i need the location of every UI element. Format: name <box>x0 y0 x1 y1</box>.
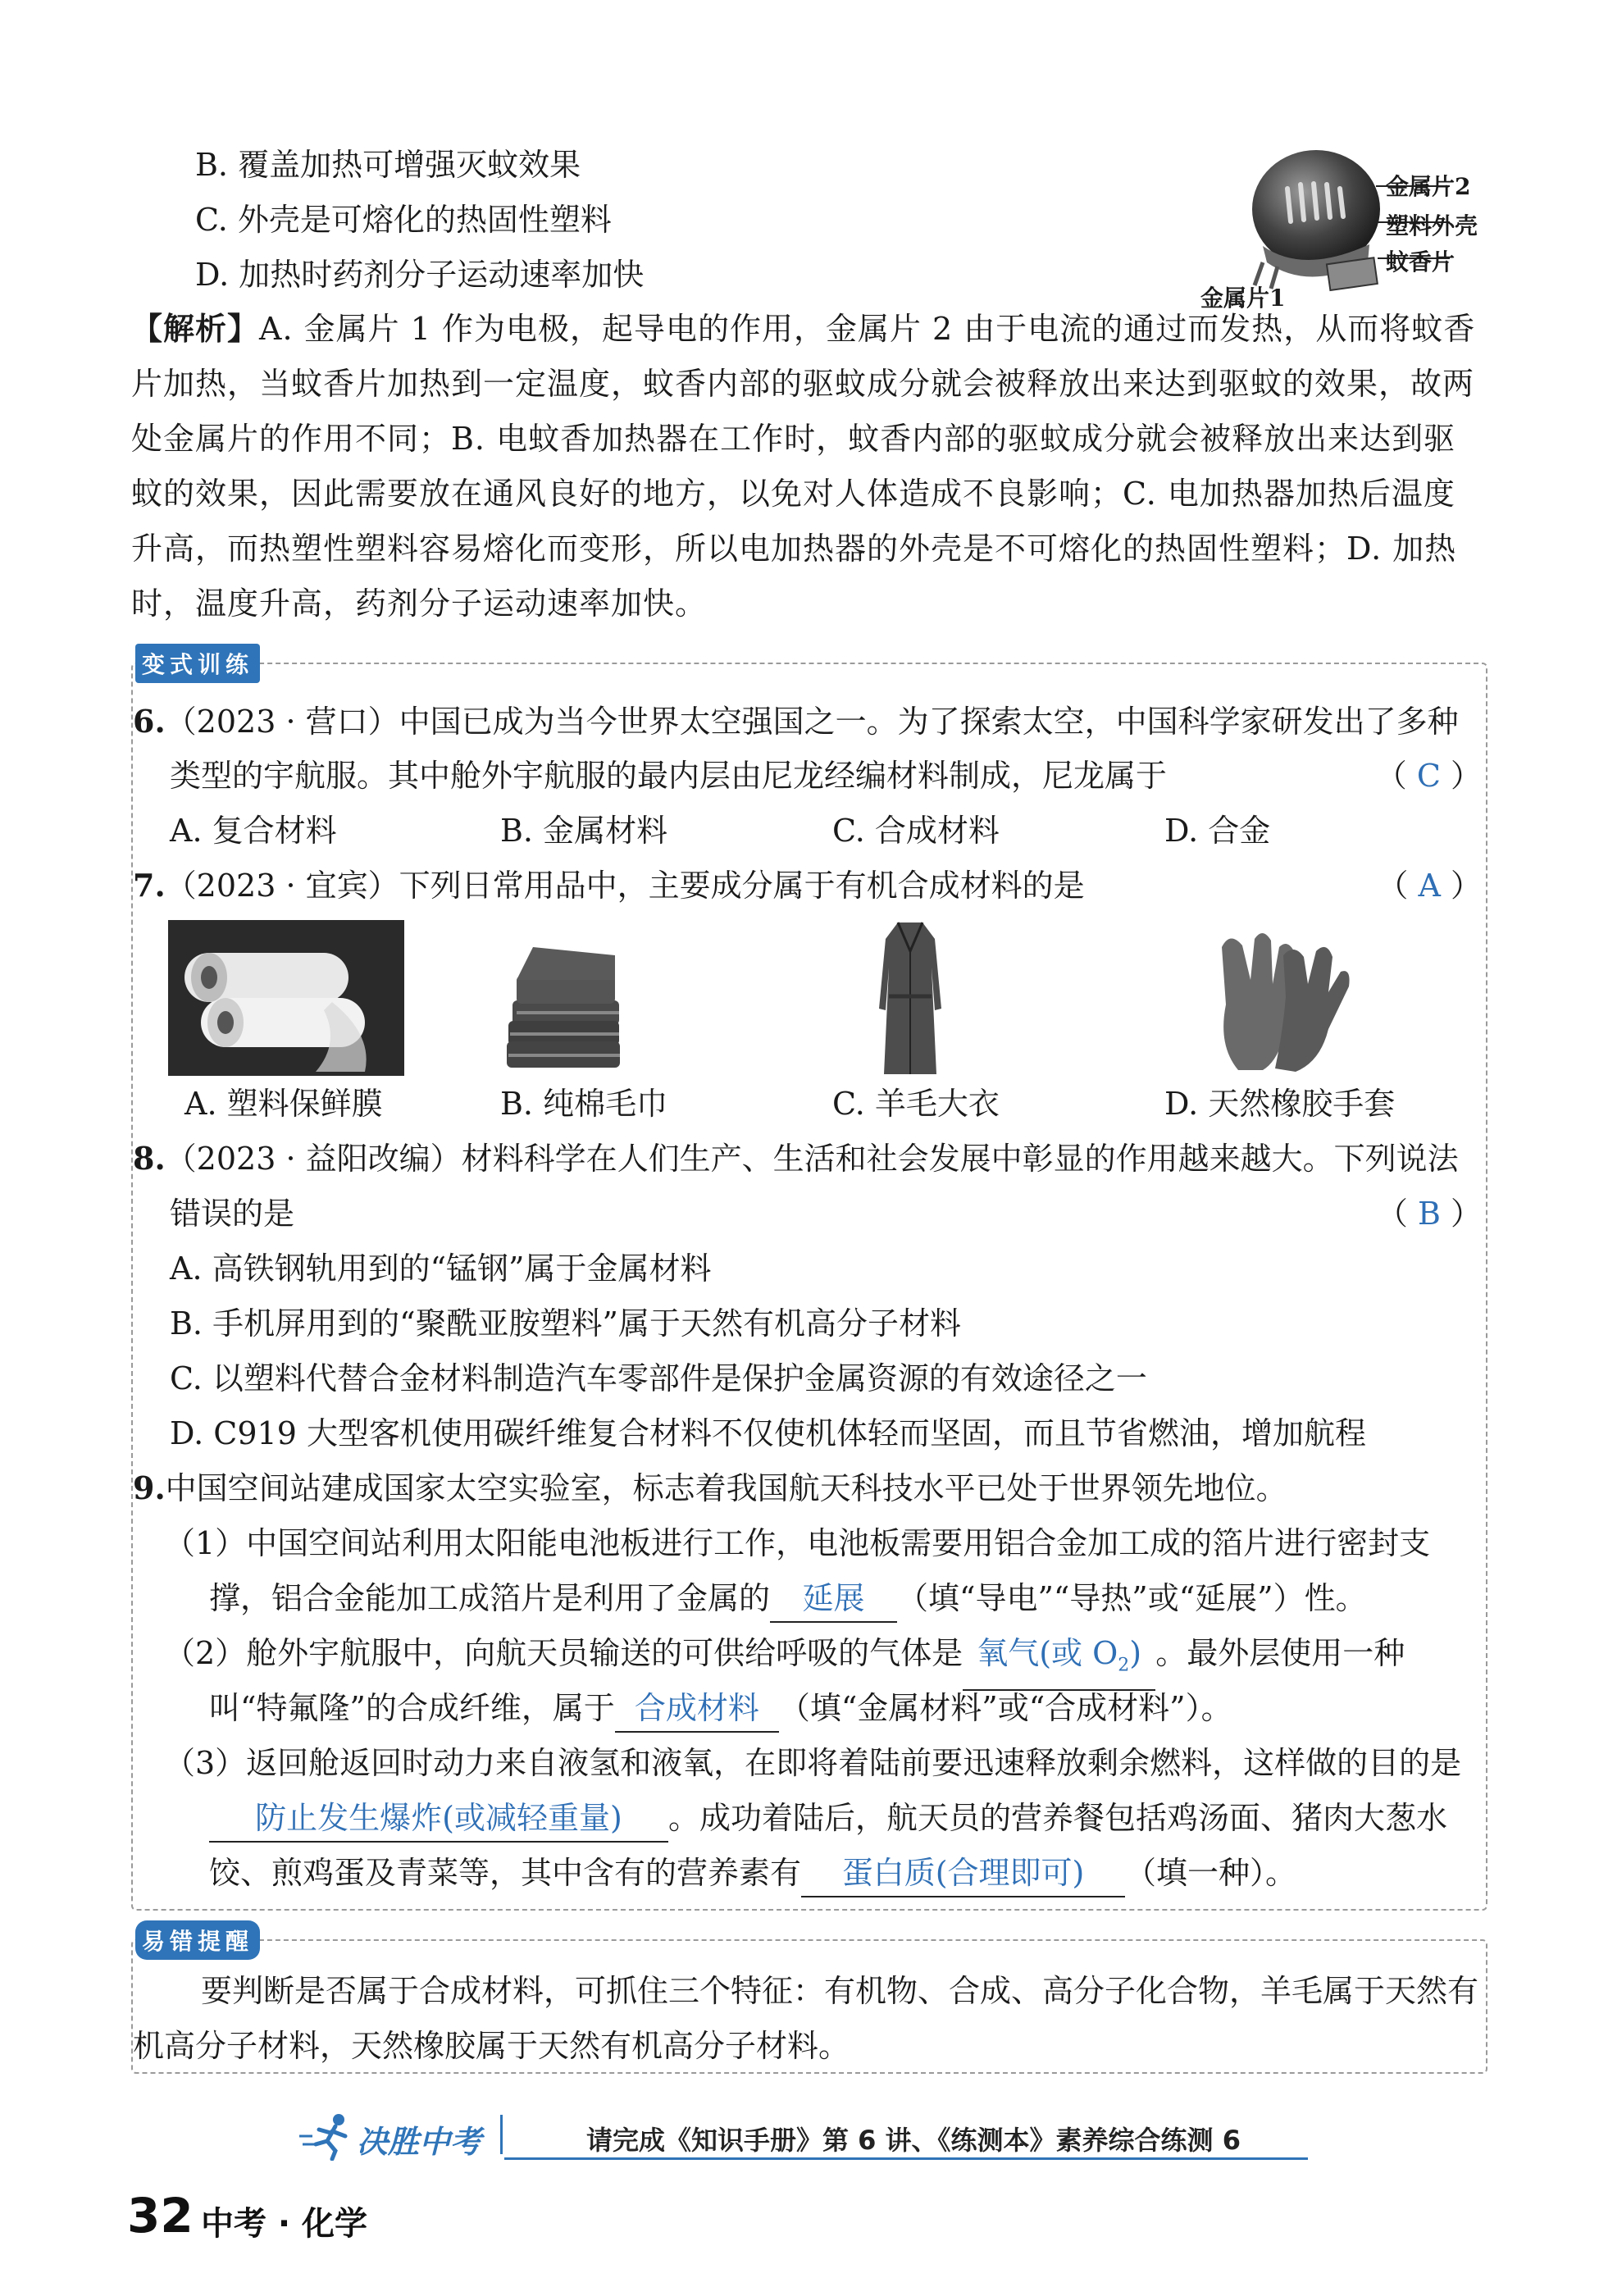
q6-option-c: C. 合成材料 <box>832 813 1000 849</box>
q5-option-b: B. 覆盖加热可增强灭蚊效果 <box>195 147 581 183</box>
q9-part1-line1: （1）中国空间站利用太阳能电池板进行工作，电池板需要用铝合金加工成的箔片进行密封支 <box>164 1525 1431 1561</box>
q7-caption-c: C. 羊毛大衣 <box>832 1086 1000 1122</box>
q8-option-c: C. 以塑料代替合金材料制造汽车零部件是保护金属资源的有效途径之一 <box>170 1360 1147 1396</box>
rubber-gloves-image <box>1205 922 1357 1074</box>
q9-part2-text-3: 叫“特氟隆”的合成纤维，属于 <box>209 1690 615 1726</box>
footer-banner <box>299 2112 1308 2161</box>
q8-text-2: 错误的是 <box>170 1196 295 1232</box>
q9-part3-answer-1: 防止发生爆炸(或减轻重量) <box>209 1795 668 1843</box>
q9-part1-text: 撑，铝合金能加工成箔片是利用了金属的 <box>209 1580 771 1616</box>
q6-line1 <box>133 699 1459 745</box>
q8-number: 8. <box>133 1140 166 1177</box>
q9-part2-line1 <box>164 1630 1405 1691</box>
runner-icon <box>299 2112 365 2161</box>
q9-part2-hint: （填“金属材料”或“合成材料”）。 <box>778 1690 1232 1726</box>
book-title: 中考 · 化学 <box>201 2205 368 2243</box>
q9-part3-text-2: 。成功着陆后，航天员的营养餐包括鸡汤面、猪肉大葱水 <box>668 1800 1448 1836</box>
label-mosquito-pad: 蚊香片 <box>1386 248 1456 276</box>
q6-number: 6. <box>133 703 166 740</box>
q9-stem: 中国空间站建成国家太空实验室，标志着我国航天科技水平已处于世界领先地位。 <box>165 1470 1287 1506</box>
q8-line1 <box>133 1136 1459 1182</box>
q9-stem-line <box>133 1465 1287 1511</box>
q7-text: （2023 · 宜宾）下列日常用品中，主要成分属于有机合成材料的是 <box>165 868 1085 904</box>
tip-line1: 要判断是否属于合成材料，可抓住三个特征：有机物、合成、高分子化合物，羊毛属于天然有 <box>201 1973 1479 2009</box>
q9-part1-line2 <box>209 1575 1367 1623</box>
label-metal-sheet-2: 金属片2 <box>1386 173 1471 200</box>
q7-line <box>133 863 1482 909</box>
cotton-towel-image <box>500 922 623 1074</box>
practice-section-tag: 变式训练 <box>135 644 260 683</box>
tip-line2: 机高分子材料，天然橡胶属于天然有机高分子材料。 <box>133 2028 850 2064</box>
footer-logo-text: 决胜中考 <box>357 2124 482 2160</box>
q8-answer-paren: （ B ） <box>1376 1196 1482 1232</box>
page-number: 32 <box>127 2188 194 2244</box>
plastic-wrap-image <box>168 920 404 1076</box>
q7-number: 7. <box>133 867 166 904</box>
q6-answer-paren: （ C ） <box>1375 758 1482 794</box>
q7-answer-paren: （ A ） <box>1377 868 1482 904</box>
q9-part3-line1: （3）返回舱返回时动力来自液氢和液氧，在即将着陆前要迅速释放剩余燃料，这样做的目的是 <box>164 1745 1462 1781</box>
tip-section-tag: 易错提醒 <box>135 1920 260 1960</box>
q9-part3-text-3: 饺、煎鸡蛋及青菜等，其中含有的营养素有 <box>209 1855 802 1891</box>
q8-text-1: （2023 · 益阳改编）材料科学在人们生产、生活和社会发展中彰显的作用越来越大。下列说法 <box>165 1141 1459 1177</box>
q9-part3-hint: （填一种）。 <box>1125 1855 1297 1891</box>
q8-option-d: D. C919 大型客机使用碳纤维复合材料不仅使机体轻而坚固，而且节省燃油，增加航程 <box>170 1415 1366 1451</box>
q9-part2-text-2: 。最外层使用一种 <box>1155 1635 1405 1671</box>
q7-answer: A <box>1418 868 1441 904</box>
q8-answer: B <box>1417 1196 1441 1232</box>
q6-text-1: （2023 · 营口）中国已成为当今世界太空强国之一。为了探索太空，中国科学家研发出了多种 <box>165 704 1459 740</box>
q7-caption-b: B. 纯棉毛巾 <box>500 1086 668 1122</box>
q9-part1-hint: （填“导电”“导热”或“延展”）性。 <box>897 1580 1367 1616</box>
q8-line2 <box>170 1191 1482 1237</box>
analysis-block <box>131 302 1484 631</box>
mosquito-heater-diagram <box>1200 139 1501 312</box>
analysis-text: A. 金属片 1 作为电极，起导电的作用，金属片 2 由于电流的通过而发热，从而将蚊香片加热，当蚊香片加热到一定温度，蚊香内部的驱蚊成分就会被释放出来达到驱蚊的效果，故两处金属片的作用不同；B. 电蚊香加热器在工作时，蚊香内部的驱蚊成分就会被释放出来达到驱蚊的效果，因此需要放在通风良好的地方，以免对人体造成不良影响；C. 电加热器加热后温度升高，而热塑性塑料容易熔化而变形，所以电加热器的外壳是不可熔化的热固性塑料；D. 加热时，温度升高，药剂分子运动速率加快。 <box>131 311 1476 622</box>
q6-line2 <box>170 753 1482 799</box>
wool-coat-image <box>869 918 951 1078</box>
q7-caption-d: D. 天然橡胶手套 <box>1164 1086 1396 1122</box>
q9-part2-answer-2: 合成材料 <box>615 1685 779 1733</box>
q9-part2-answer-1: 氧气(或 $O_2$) <box>963 1630 1155 1691</box>
q6-option-d: D. 合金 <box>1164 813 1271 849</box>
q8-option-a: A. 高铁钢轨用到的“锰钢”属于金属材料 <box>170 1250 712 1287</box>
q5-option-d: D. 加热时药剂分子运动速率加快 <box>195 257 645 293</box>
footer-instruction: 请完成《知识手册》第 6 讲、《练测本》素养综合练测 6 <box>586 2125 1241 2156</box>
footer-divider <box>500 2115 503 2154</box>
q8-option-b: B. 手机屏用到的“聚酰亚胺塑料”属于天然有机高分子材料 <box>170 1305 961 1342</box>
q6-option-a: A. 复合材料 <box>170 813 337 849</box>
q9-part3-line3 <box>209 1850 1296 1897</box>
analysis-label: 【解析】 <box>131 311 260 347</box>
footer-underline <box>504 2157 1308 2160</box>
q7-caption-a: A. 塑料保鲜膜 <box>184 1086 383 1122</box>
q6-option-b: B. 金属材料 <box>500 813 668 849</box>
q9-part1-answer: 延展 <box>770 1575 897 1623</box>
q6-text-2: 类型的宇航服。其中舱外宇航服的最内层由尼龙经编材料制成，尼龙属于 <box>170 758 1168 794</box>
q5-option-c: C. 外壳是可熔化的热固性塑料 <box>195 202 612 238</box>
label-metal-sheet-1: 金属片1 <box>1200 285 1286 312</box>
q9-part2-line2 <box>209 1685 1232 1733</box>
q6-answer: C <box>1416 758 1441 794</box>
q9-part3-line2 <box>209 1795 1447 1843</box>
q9-part3-answer-2: 蛋白质(合理即可) <box>801 1850 1125 1897</box>
q9-number: 9. <box>133 1469 166 1506</box>
label-plastic-shell: 塑料外壳 <box>1386 212 1478 239</box>
q9-part2-text-1: （2）舱外宇航服中，向航天员输送的可供给呼吸的气体是 <box>164 1635 963 1671</box>
